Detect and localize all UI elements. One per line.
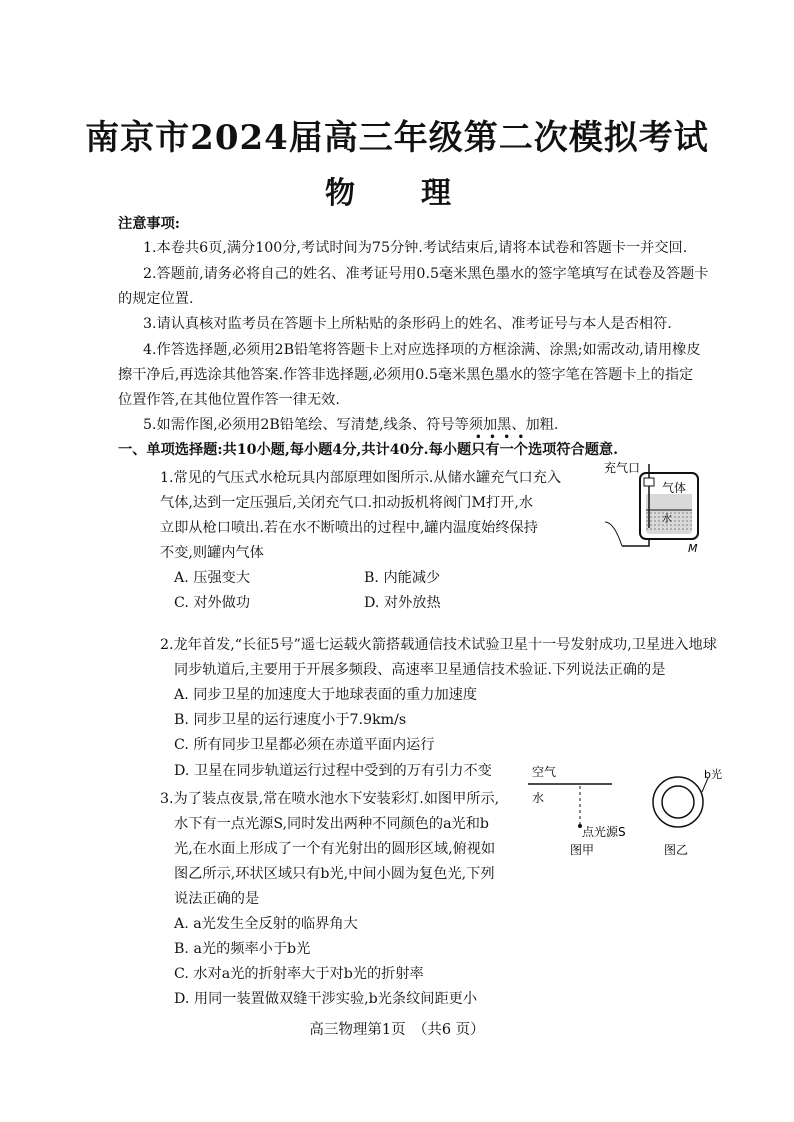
- q3-water-label: 水: [532, 791, 545, 805]
- notice-heading: 注意事项:: [118, 216, 180, 232]
- q1-inlet-label: 充气口: [604, 461, 641, 475]
- q2-option-a: A. 同步卫星的加速度大于地球表面的重力加速度: [174, 687, 478, 703]
- q1-stem-line: 立即从枪口喷出.若在水不断喷出的过程中,罐内温度始终保持: [160, 520, 538, 536]
- q3-source-label: 点光源S: [582, 825, 626, 839]
- q3-figure-b: [640, 762, 730, 862]
- q1-option-b: B. 内能减少: [364, 570, 441, 586]
- q2-option-b: B. 同步卫星的运行速度小于7.9km/s: [174, 712, 407, 728]
- q1-option-c: C. 对外做功: [174, 595, 251, 611]
- notice-line: 4.作答选择题,必须用2B铅笔将答题卡上对应选择项的方框涂满、涂黑;如需改动,请用橡皮: [143, 342, 701, 358]
- notice-line: 2.答题前,请务必将自己的姓名、准考证号用0.5毫米黑色墨水的签字笔填写在试卷及答题卡: [143, 266, 709, 282]
- q2-stem-line: 同步轨道后,主要用于开展多频段、高速率卫星通信技术验证.下列说法正确的是: [174, 662, 666, 678]
- q3-fig-b-caption: 图乙: [664, 843, 689, 857]
- exam-title: 南京市2024届高三年级第二次模拟考试: [85, 118, 709, 158]
- q3-stem-line: 光,在水面上形成了一个有光射出的圆形区域,俯视如: [174, 841, 496, 857]
- q3-fig-a-caption: 图甲: [570, 843, 595, 857]
- page-footer: 高三物理第1页 （共6 页）: [309, 1022, 485, 1038]
- notice-line: 的规定位置.: [118, 291, 194, 307]
- notice-line: 1.本卷共6页,满分100分,考试时间为75分钟.考试结束后,请将本试卷和答题卡一并交回.: [143, 240, 688, 256]
- notice-line: 3.请认真核对监考员在答题卡上所粘贴的条形码上的姓名、准考证号与本人是否相符.: [143, 316, 672, 332]
- q3-option-c: C. 水对a光的折射率大于对b光的折射率: [174, 966, 424, 982]
- q1-gas-label: 气体: [662, 481, 687, 495]
- notice-line: 5.如需作图,必须用2B铅笔绘、写清楚,线条、符号等须加黑、加粗.: [143, 417, 559, 433]
- q3-option-b: B. a光的频率小于b光: [174, 941, 311, 957]
- q3-option-a: A. a光发生全反射的临界角大: [174, 916, 358, 932]
- q1-water-gun-figure: [602, 458, 712, 556]
- q3-stem-line: 图乙所示,环状区域只有b光,中间小圆为复色光,下列: [174, 866, 495, 882]
- section-heading: 一、单项选择题:共10小题,每小题4分,共计40分.每小题只有一个选项符合题意.: [118, 442, 619, 458]
- q3-stem-line: 水下有一点光源S,同时发出两种不同颜色的a光和b: [174, 816, 490, 832]
- q1-stem-line: 不变,则罐内气体: [160, 545, 264, 561]
- q3-stem-line: 说法正确的是: [174, 891, 260, 907]
- q3-stem-line: 3.为了装点夜景,常在喷水池水下安装彩灯.如图甲所示,: [160, 791, 500, 807]
- q3-figure-a: [528, 762, 652, 862]
- q1-option-d: D. 对外放热: [364, 595, 441, 611]
- q3-option-d: D. 用同一装置做双缝干涉实验,b光条纹间距更小: [174, 991, 478, 1007]
- q1-valve-label: M: [688, 542, 698, 555]
- q3-air-label: 空气: [532, 765, 557, 779]
- q2-option-c: C. 所有同步卫星都必须在赤道平面内运行: [174, 737, 435, 753]
- subject-title: 物 理: [325, 176, 469, 211]
- q1-option-a: A. 压强变大: [174, 570, 251, 586]
- q2-option-d: D. 卫星在同步轨道运行过程中受到的万有引力不变: [174, 763, 492, 779]
- q3-ring-label: b光: [704, 768, 722, 781]
- q1-stem-line: 气体,达到一定压强后,关闭充气口.扣动扳机将阀门M打开,水: [160, 495, 534, 511]
- q1-water-label: 水: [662, 514, 672, 525]
- notice-line: 擦干净后,再选涂其他答案.作答非选择题,必须用0.5毫米黑色墨水的签字笔在答题卡上的指定: [118, 367, 694, 383]
- q2-stem-line: 2.龙年首发,“长征5号”遥七运载火箭搭载通信技术试验卫星十一号发射成功,卫星进入地球: [160, 637, 717, 653]
- notice-line: 位置作答,在其他位置作答一律无效.: [118, 392, 340, 408]
- q1-stem-line: 1.常见的气压式水枪玩具内部原理如图所示.从储水罐充气口充入: [160, 470, 562, 486]
